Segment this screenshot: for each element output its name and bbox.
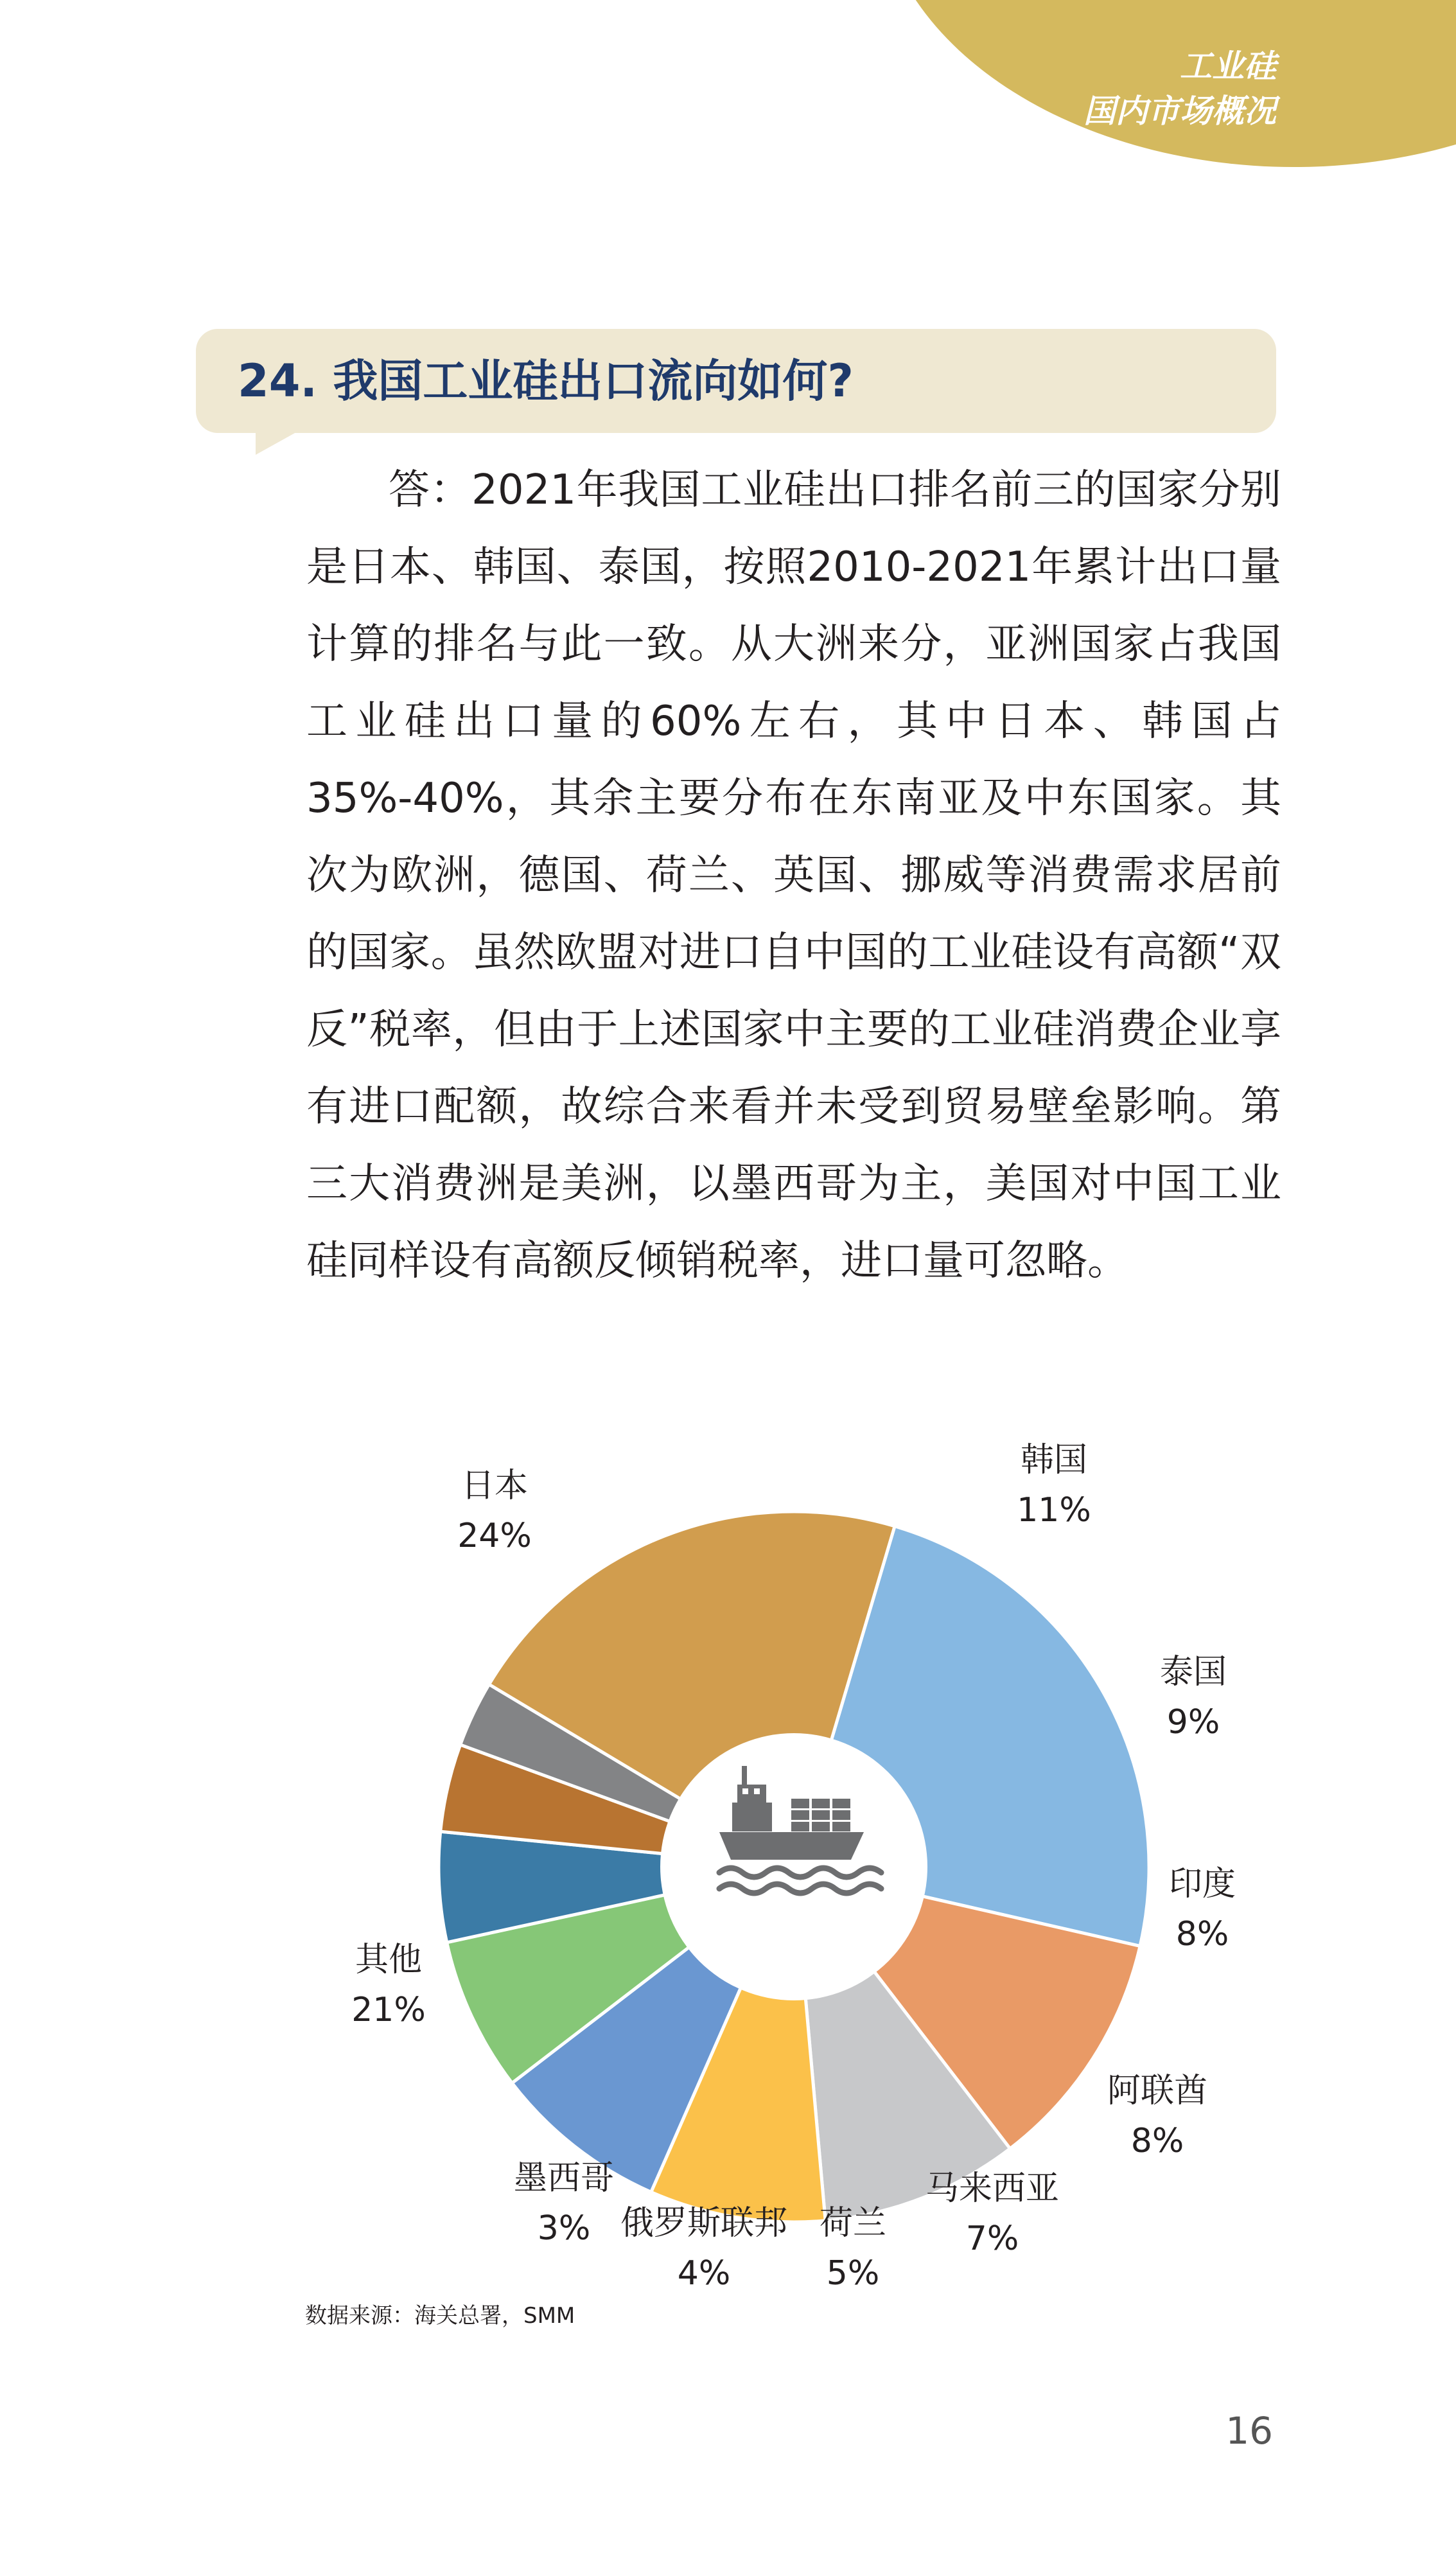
data-source: 数据来源：海关总署，SMM — [305, 2303, 575, 2329]
slice-category-label: 韩国 — [1020, 1441, 1088, 1479]
question-title: 24. 我国工业硅出口流向如何? — [238, 355, 854, 407]
section-header-line2: 国内市场概况 — [1083, 93, 1276, 130]
slice-value-label: 7% — [965, 2219, 1019, 2258]
slice-value-label: 4% — [677, 2254, 731, 2293]
slice-category-label: 马来西亚 — [925, 2169, 1060, 2208]
page-number: 16 — [1225, 2409, 1273, 2453]
slice-value-label: 21% — [351, 1991, 426, 2029]
slice-category-label: 日本 — [460, 1467, 529, 1505]
donut-hole — [660, 1733, 927, 2000]
slice-category-label: 其他 — [355, 1941, 423, 1979]
slice-value-label: 8% — [1175, 1915, 1229, 1954]
slice-value-label: 8% — [1130, 2122, 1184, 2160]
slice-value-label: 3% — [537, 2209, 591, 2248]
slice-category-label: 荷兰 — [819, 2204, 887, 2243]
slice-category-label: 阿联酋 — [1107, 2072, 1208, 2110]
slice-value-label: 11% — [1017, 1491, 1091, 1530]
slice-value-label: 5% — [826, 2254, 880, 2293]
slice-value-label: 24% — [457, 1517, 532, 1555]
slice-category-label: 印度 — [1168, 1865, 1236, 1903]
answer-paragraph: 答：2021年我国工业硅出口排名前三的国家分别是日本、韩国、泰国，按照2010-2021年累计出口量计算的排名与此一致。从大洲来分，亚洲国家占我国工业硅出口量的60%左右，其中日本、韩国占35%-40%，其余主要分布在东南亚及中东国家。其次为欧洲，德国、荷兰、英国、挪威等消费需求居前的国家。虽然欧盟对进口自中国的工业硅设有高额“双反”税率，但由于上述国家中主要的工业硅消费企业享有进口配额，故综合来看并未受到贸易壁垒影响。第三大消费洲是美洲，以墨西哥为主，美国对中国工业硅同样设有高额反倾销税率，进口量可忽略。 — [306, 466, 1281, 1285]
slice-category-label: 墨西哥 — [513, 2159, 615, 2198]
slice-category-label: 泰国 — [1159, 1653, 1227, 1691]
slice-value-label: 9% — [1166, 1703, 1220, 1742]
section-header-line1: 工业硅 — [1180, 48, 1276, 85]
slice-category-label: 俄罗斯联邦 — [620, 2204, 788, 2243]
